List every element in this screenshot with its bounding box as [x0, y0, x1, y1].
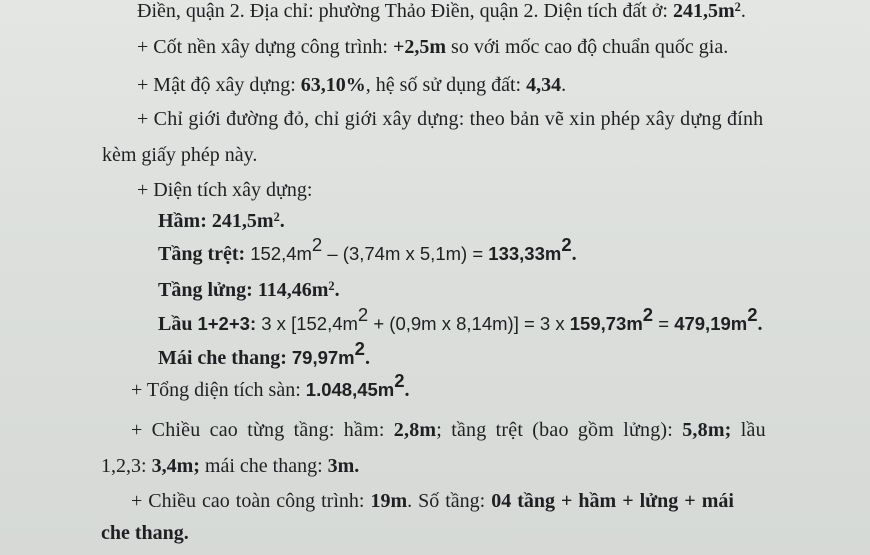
total-height-value: 19m: [370, 490, 408, 512]
line-floor-heights-cont: [101, 453, 359, 479]
line-location: [137, 0, 746, 24]
floor-heights-label: + Chiều cao từng tầng: hầm:: [131, 419, 394, 441]
floor-count-label: . Số tầng:: [407, 490, 492, 512]
line-floor-heights: [131, 417, 766, 443]
superscript: 2: [311, 233, 323, 255]
ground-floor-height-label: ; tầng trệt (bao gồm lửng):: [436, 419, 683, 441]
superscript: 2: [328, 278, 335, 293]
location-text: Điền, quận 2. Địa chỉ: phường Thảo Điền, quận 2. Diện tích đất ở:: [137, 0, 673, 22]
ground-floor-formula-cont: – (3,74m x 5,1m) =: [322, 243, 489, 264]
line-ground-floor: [158, 233, 577, 267]
punctuation: .: [364, 347, 370, 369]
line-boundary: [137, 106, 763, 132]
punctuation: .: [740, 0, 746, 22]
line-total-height-cont: [101, 520, 189, 546]
upper-floors-formula-cont: + (0,9m x 8,14m)] = 3 x: [368, 313, 570, 334]
stair-roof-value: 79,97m: [291, 347, 355, 368]
total-floor-area-value: 1.048,45m: [305, 379, 395, 400]
basement-label: Hầm:: [158, 210, 212, 232]
line-boundary-cont: [102, 142, 257, 168]
density-label: + Mật độ xây dựng:: [137, 74, 301, 96]
punctuation: .: [404, 379, 410, 401]
upper-floors-numbers: 1+2+3:: [197, 313, 262, 334]
density-value: 63,10%: [300, 74, 366, 96]
mezzanine-value: 114,46m: [257, 279, 329, 301]
foundation-label: + Cốt nền xây dựng công trình:: [137, 36, 393, 58]
foundation-value: +2,5m: [392, 36, 447, 58]
boundary-text-cont: kèm giấy phép này.: [102, 144, 258, 166]
build-area-heading: + Diện tích xây dựng:: [137, 179, 313, 201]
punctuation: .: [571, 243, 577, 265]
upper-floors-formula: 3 x [152,4m: [261, 313, 358, 334]
punctuation: .: [279, 210, 285, 232]
foundation-note: so với mốc cao độ chuẩn quốc gia.: [446, 36, 729, 58]
line-mezzanine: [158, 277, 340, 303]
total-height-label: + Chiều cao toàn công trình:: [131, 490, 371, 512]
basement-value: 241,5m: [211, 210, 274, 232]
superscript: 2: [357, 303, 369, 325]
line-upper-floors: [158, 303, 763, 337]
floor-count-value: 04 tầng + hầm + lửng + mái: [491, 490, 734, 512]
upper-floors-height-label: lầu: [731, 419, 766, 441]
line-total-height: [131, 488, 734, 514]
upper-floors-label: Lầu: [158, 313, 198, 335]
boundary-text: + Chỉ giới đường đỏ, chỉ giới xây dựng: theo bản vẽ xin phép xây dựng đính: [137, 108, 764, 130]
upper-floor-each-value: 159,73m: [569, 313, 643, 334]
basement-height: 2,8m: [393, 419, 437, 441]
superscript: 2: [394, 369, 405, 391]
line-total-floor-area: [131, 369, 410, 403]
punctuation: .: [334, 279, 340, 301]
upper-floors-numbers: 1,2,3:: [101, 455, 152, 477]
mezzanine-label: Tầng lửng:: [158, 279, 258, 301]
punctuation: .: [561, 74, 567, 96]
ground-floor-formula: 152,4m: [250, 243, 312, 264]
ground-floor-label: Tầng trệt:: [158, 243, 251, 265]
line-stair-roof: [158, 337, 370, 371]
land-use-value: 4,34: [526, 74, 562, 96]
line-build-area-heading: [137, 177, 312, 203]
punctuation: .: [757, 313, 763, 335]
upper-floors-total-value: 479,19m: [674, 313, 748, 334]
line-basement: [158, 208, 285, 234]
land-area-value: 241,5m: [672, 0, 735, 22]
stair-roof-height: 3m.: [327, 455, 360, 477]
line-foundation-level: [137, 34, 728, 60]
total-floor-area-label: + Tổng diện tích sàn:: [131, 379, 306, 401]
land-use-label: , hệ số sử dụng đất:: [365, 74, 527, 96]
line-density: [137, 72, 566, 98]
superscript: 2: [642, 303, 654, 325]
floor-count-value-cont: che thang.: [101, 522, 189, 544]
superscript: 2: [734, 0, 741, 14]
superscript: 2: [273, 209, 280, 224]
upper-floor-height: 3,4m;: [151, 455, 200, 477]
equals: =: [653, 313, 675, 334]
ground-floor-height: 5,8m;: [682, 419, 732, 441]
superscript: 2: [561, 233, 572, 255]
ground-floor-value: 133,33m: [488, 243, 562, 264]
stair-roof-label: Mái che thang:: [158, 347, 292, 369]
stair-roof-height-label: mái che thang:: [199, 455, 328, 477]
superscript: 2: [747, 303, 758, 325]
superscript: 2: [354, 337, 365, 359]
